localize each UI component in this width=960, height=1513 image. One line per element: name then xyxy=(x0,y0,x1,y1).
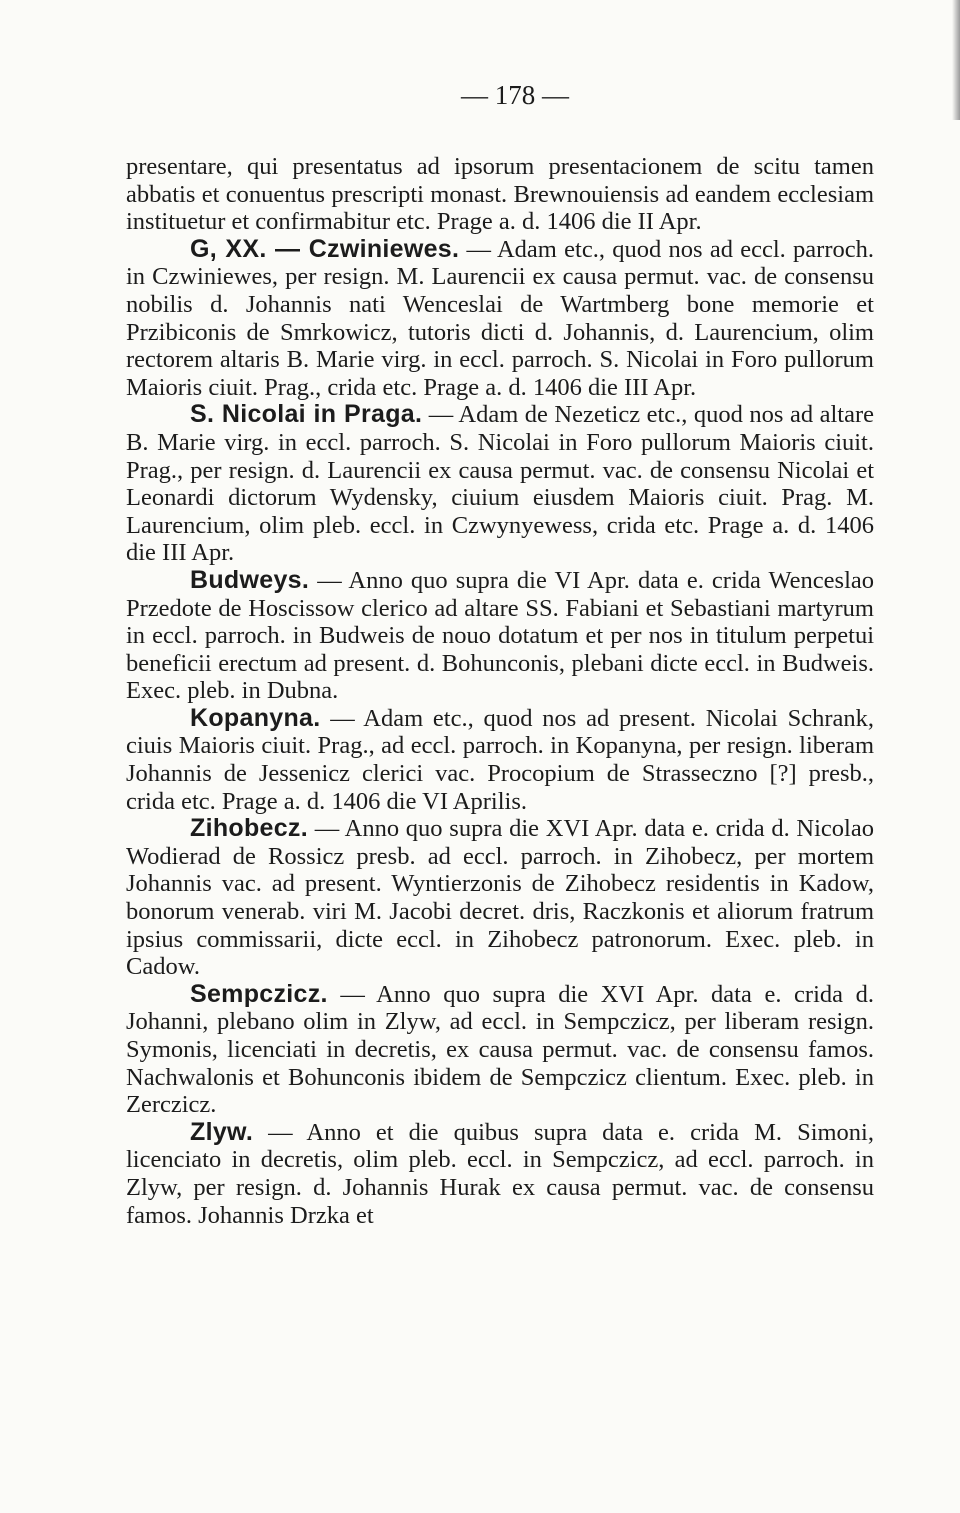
entry-dash: — xyxy=(268,1118,293,1146)
entry-s-nicolai xyxy=(126,401,874,567)
entry-heading: Sempczicz. xyxy=(190,979,328,1008)
entry-text: Adam etc., quod nos ad present. Nicolai Schrank, ciuis Maioris ciuit. Prag., ad eccl. parroch. in Kopanyna, per resign. liberam Johannis de Jessenicz clerici vac. Procopium de Strasseczno [?] presb., crida etc. Prage a. d. 1406 die VI Aprilis. xyxy=(126,704,875,815)
entry-dash: — xyxy=(330,704,355,732)
entry-dash: — xyxy=(466,235,492,263)
entry-heading: Kopanyna. xyxy=(190,703,321,732)
entry-text: Adam de Nezeticz etc., quod nos ad altare B. Marie virg. in eccl. parroch. S. Nicolai in Foro pullorum Maioris ciuit. Prag., per resign. d. Laurencii ex causa permut. vac. de consensu Nicolai et Leonardi dictorum Wydensky, ciuium eiusdem Maioris ciuit. Prag. M. Laurencium, olim pleb. eccl. in Czwynyewess, crida etc. Prage a. d. 1406 die III Apr. xyxy=(126,401,874,567)
entry-dash: — xyxy=(428,401,454,429)
entry-sempczicz xyxy=(126,981,874,1119)
entry-heading: Zihobecz. xyxy=(190,814,308,843)
document-page xyxy=(126,80,874,1229)
entry-heading: Budweys. xyxy=(190,565,310,594)
page-number: — 178 — xyxy=(461,80,569,110)
entry-czwiniewes xyxy=(126,236,874,402)
entry-budweys xyxy=(126,567,874,705)
entry-text: Adam etc., quod nos ad eccl. parroch. in Czwiniewes, per resign. M. Laurencii ex causa permut. vac. de consensu nobilis d. Johannis nati Wenceslai de Wartmberg bone memorie et Przibiconis de Smrkowicz, tutoris dicti d. Johannis, d. Laurencium, olim rectorem altaris B. Marie virg. in eccl. parroch. S. Nicolai in Foro pullorum Maioris ciuit. Prag., crida etc. Prage a. d. 1406 die III Apr. xyxy=(126,235,874,401)
entry-text: Anno quo supra die XVI Apr. data e. crida d. Nicolao Wodierad de Rossicz presb. ad eccl. parroch. in Zihobecz, per mortem Johannis vac. ad present. Wyntierzonis de Zihobecz residentis in Kadow, bonorum venerab. viri M. Jacobi decret. dris, Raczkonis et aliorum fratrum ipsius commissarii, dicte eccl. in Zihobecz patronorum. Exec. pleb. in Cadow. xyxy=(126,815,874,981)
entry-dash: — xyxy=(317,566,342,594)
entry-heading: S. Nicolai in Praga. xyxy=(190,400,423,429)
entry-continuation xyxy=(126,153,874,236)
entry-dash: — xyxy=(314,815,340,843)
entry-text: Anno quo supra die VI Apr. data e. crida Wenceslao Przedote de Hoscissow clerico ad altare SS. Fabiani et Sebastiani martyrum in eccl. parroch. in Budweis de nouo dotatum et per nos in titulum perpetui beneficii erectum ad present. d. Bohunconis, plebani dicte eccl. in Budweis. Exec. pleb. in Dubna. xyxy=(126,566,875,705)
entry-heading: Zlyw. xyxy=(190,1117,254,1146)
entry-dash: — xyxy=(340,980,365,1008)
entry-heading: G, XX. — Czwiniewes. xyxy=(190,234,460,263)
entry-text: Anno quo supra die XVI Apr. data e. crida d. Johanni, plebano olim in Zlyw, ad eccl. in Sempczicz, per liberam resign. Symonis, licenciati in decretis, ex causa permut. vac. de consensu famos. Nachwalonis et Bohunconis ibidem de Sempczicz clientum. Exec. pleb. in Zerczicz. xyxy=(126,980,875,1119)
page-edge-shadow xyxy=(952,0,960,120)
entry-kopanyna xyxy=(126,705,874,815)
entry-text: Anno et die quibus supra data e. crida M. Simoni, licenciato in decretis, olim pleb. eccl. in Sempczicz, ad eccl. parroch. in Zlyw, per resign. d. Johannis Hurak ex causa permut. vac. de consensu famos. Johannis Drzka et xyxy=(126,1118,874,1229)
entry-zlyw xyxy=(126,1119,874,1229)
entry-zihobecz xyxy=(126,815,874,981)
entry-text: presentare, qui presentatus ad ipsorum presentacionem de scitu tamen abbatis et conuentus prescripti monast. Brewnouiensis ad eandem ecclesiam instituetur et confirmabitur etc. Prage a. d. 1406 die II Apr. xyxy=(126,153,874,236)
